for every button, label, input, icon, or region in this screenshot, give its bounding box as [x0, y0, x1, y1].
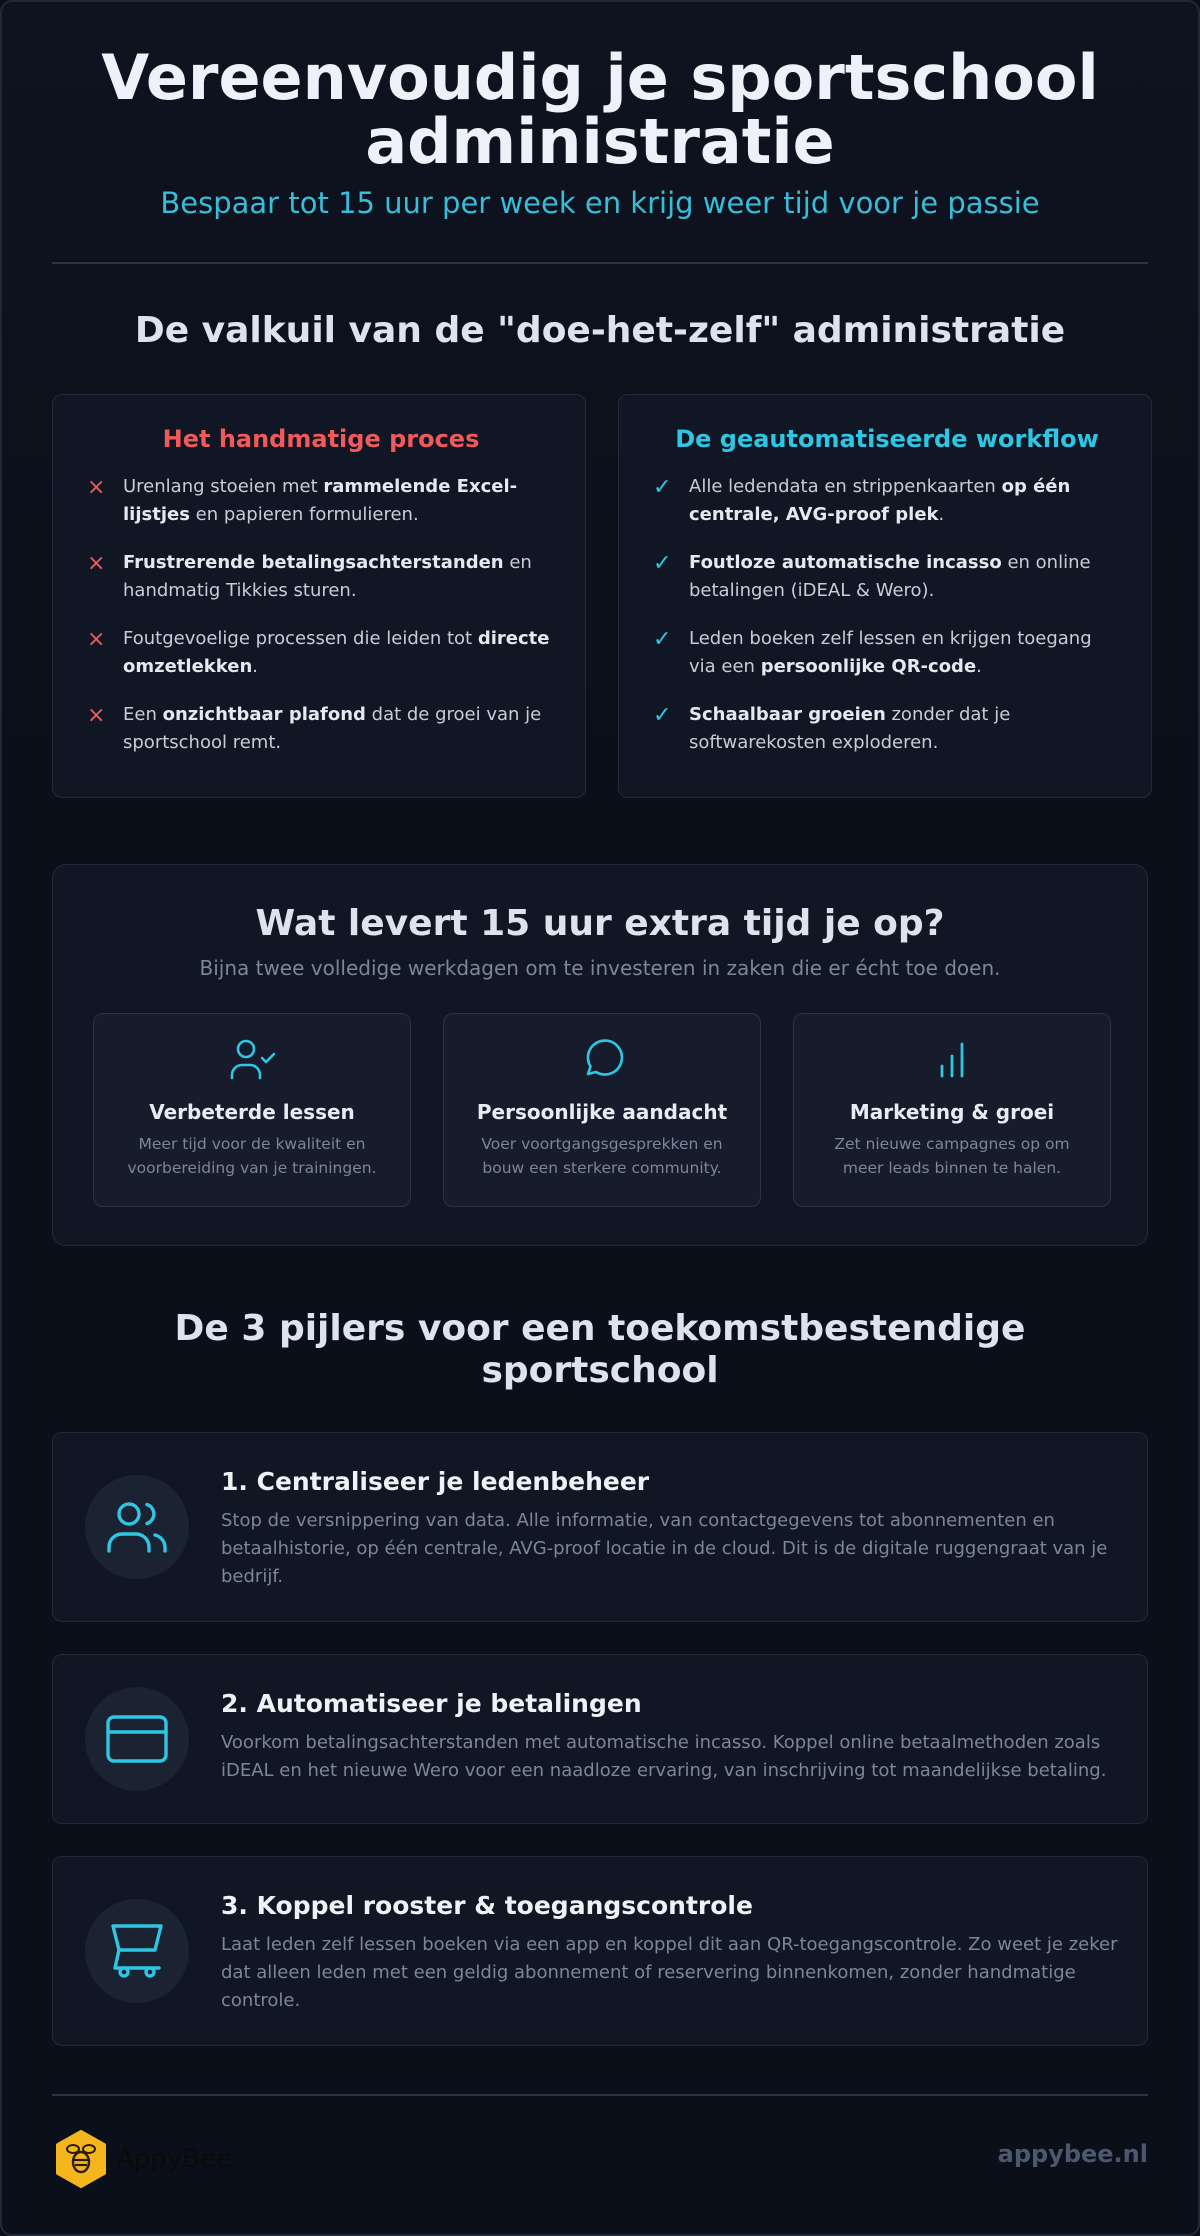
text-segment: dat de groei van je sportschool remt.	[123, 704, 542, 753]
website-link[interactable]: appybee.nl	[997, 2140, 1148, 2168]
benefit-card	[793, 1013, 1111, 1207]
text-segment: en papieren formulieren.	[189, 504, 419, 525]
time-value-subtitle: Bijna twee volledige werkdagen om te investeren in zaken die er écht toe doen.	[199, 956, 1001, 980]
time-value-section	[52, 864, 1148, 1246]
text-segment: en handmatig Tikkies sturen.	[123, 552, 532, 601]
comparison-item-text	[689, 473, 1121, 529]
pillar-card	[52, 1654, 1148, 1824]
cart-icon	[107, 1922, 167, 1980]
manual-process-heading: Het handmatige proces	[162, 425, 480, 453]
check-icon: ✓	[653, 551, 672, 576]
manual-process-card	[52, 394, 586, 798]
emphasis-text: persoonlijke QR-code	[760, 656, 977, 677]
manual-process-list	[87, 473, 555, 757]
pillars-title: De 3 pijlers voor een toekomstbestendige sportschool	[174, 1308, 1026, 1391]
comparison-item	[653, 549, 1121, 605]
chat-bubble-icon	[580, 1038, 624, 1082]
automated-workflow-list	[653, 473, 1121, 757]
cross-icon: ×	[87, 627, 106, 652]
pillar-title: 2. Automatiseer je betalingen	[221, 1689, 642, 1718]
check-icon: ✓	[653, 703, 672, 728]
pillar-icon-circle	[85, 1687, 189, 1791]
pillar-title: 3. Koppel rooster & toegangscontrole	[221, 1891, 753, 1920]
pillar-icon-circle	[85, 1475, 189, 1579]
comparison-item	[87, 625, 555, 681]
text-segment: .	[938, 504, 945, 525]
emphasis-text: onzichtbaar plafond	[162, 704, 366, 725]
text-segment: Een	[123, 704, 163, 725]
cross-icon: ×	[87, 475, 106, 500]
text-segment: en online betalingen (iDEAL & Wero).	[689, 552, 1091, 601]
page-subtitle: Bespaar tot 15 uur per week en krijg weer tijd voor je passie	[160, 186, 1040, 220]
emphasis-text: directe omzetlekken	[123, 628, 550, 677]
users-icon	[105, 1499, 169, 1555]
benefit-title: Marketing & groei	[849, 1100, 1055, 1124]
check-icon: ✓	[653, 475, 672, 500]
comparison-item	[653, 625, 1121, 681]
benefit-description: Meer tijd voor de kwaliteit en voorbereiding van je trainingen.	[127, 1135, 377, 1177]
emphasis-text: Schaalbaar groeien	[689, 704, 886, 725]
pillar-description: Laat leden zelf lessen boeken via een app en koppel dit aan QR-toegangscontrole. Zo weet je zeker dat alleen leden met een geldig abonnement of reservering binnenkomen, zonder handmatige controle.	[221, 1934, 1118, 2011]
comparison-item-text	[123, 625, 555, 681]
check-icon: ✓	[653, 627, 672, 652]
brand-logo	[54, 2130, 232, 2188]
text-segment: .	[252, 656, 259, 677]
comparison-item-text	[123, 701, 555, 757]
cross-icon: ×	[87, 551, 106, 576]
text-segment: Leden boeken zelf lessen en krijgen toegang via een	[689, 628, 1092, 677]
page-title: Vereenvoudig je sportschool administratie	[101, 41, 1099, 178]
bee-hexagon-icon	[54, 2130, 108, 2188]
comparison-item-text	[123, 549, 555, 605]
benefit-title: Persoonlijke aandacht	[476, 1100, 728, 1124]
credit-card-icon	[105, 1714, 169, 1764]
bar-chart-icon	[930, 1038, 974, 1082]
pillar-card	[52, 1432, 1148, 1622]
divider	[52, 262, 1148, 264]
comparison-title: De valkuil van de "doe-het-zelf" administratie	[134, 310, 1066, 351]
pillar-description: Voorkom betalingsachterstanden met automatische incasso. Koppel online betaalmethoden zoals iDEAL en het nieuwe Wero voor een naadloze ervaring, van inschrijving tot maandelijkse betaling.	[221, 1732, 1107, 1781]
comparison-item-text	[689, 701, 1121, 757]
pillar-title: 1. Centraliseer je ledenbeheer	[221, 1467, 650, 1496]
comparison-item	[653, 701, 1121, 757]
emphasis-text: Frustrerende betalingsachterstanden	[123, 552, 504, 573]
benefit-title: Verbeterde lessen	[149, 1100, 355, 1124]
comparison-item-text	[689, 549, 1121, 605]
comparison-item	[87, 549, 555, 605]
comparison-item-text	[123, 473, 555, 529]
automated-workflow-card	[618, 394, 1152, 798]
brand-name: AppyBee	[116, 2144, 233, 2174]
time-value-title: Wat levert 15 uur extra tijd je op?	[255, 903, 945, 944]
emphasis-text: rammelende Excel-lijstjes	[123, 476, 518, 525]
user-check-icon	[228, 1038, 276, 1082]
cross-icon: ×	[87, 703, 106, 728]
benefit-description: Voer voortgangsgesprekken en bouw een sterkere community.	[481, 1135, 723, 1177]
emphasis-text: op één centrale, AVG-proof plek	[689, 476, 1071, 525]
footer-divider	[52, 2094, 1148, 2096]
pillar-description: Stop de versnippering van data. Alle informatie, van contactgegevens tot abonnementen en betaalhistorie, op één centrale, AVG-proof locatie in de cloud. Dit is de digitale ruggengraat van je bedrijf.	[221, 1510, 1108, 1587]
benefit-description: Zet nieuwe campagnes op om meer leads binnen te halen.	[834, 1135, 1070, 1177]
text-segment: Urenlang stoeien met	[123, 476, 324, 497]
comparison-item	[653, 473, 1121, 529]
automated-workflow-heading: De geautomatiseerde workflow	[675, 425, 1099, 453]
text-segment: .	[976, 656, 982, 677]
benefit-card	[443, 1013, 761, 1207]
text-segment: Foutgevoelige processen die leiden tot	[123, 628, 478, 649]
text-segment: Alle ledendata en strippenkaarten	[689, 476, 1002, 497]
emphasis-text: Foutloze automatische incasso	[689, 552, 1002, 573]
comparison-item	[87, 701, 555, 757]
text-segment: zonder dat je softwarekosten exploderen.	[689, 704, 1011, 753]
comparison-item	[87, 473, 555, 529]
comparison-item-text	[689, 625, 1121, 681]
benefit-card	[93, 1013, 411, 1207]
pillar-icon-circle	[85, 1899, 189, 2003]
pillar-card	[52, 1856, 1148, 2046]
